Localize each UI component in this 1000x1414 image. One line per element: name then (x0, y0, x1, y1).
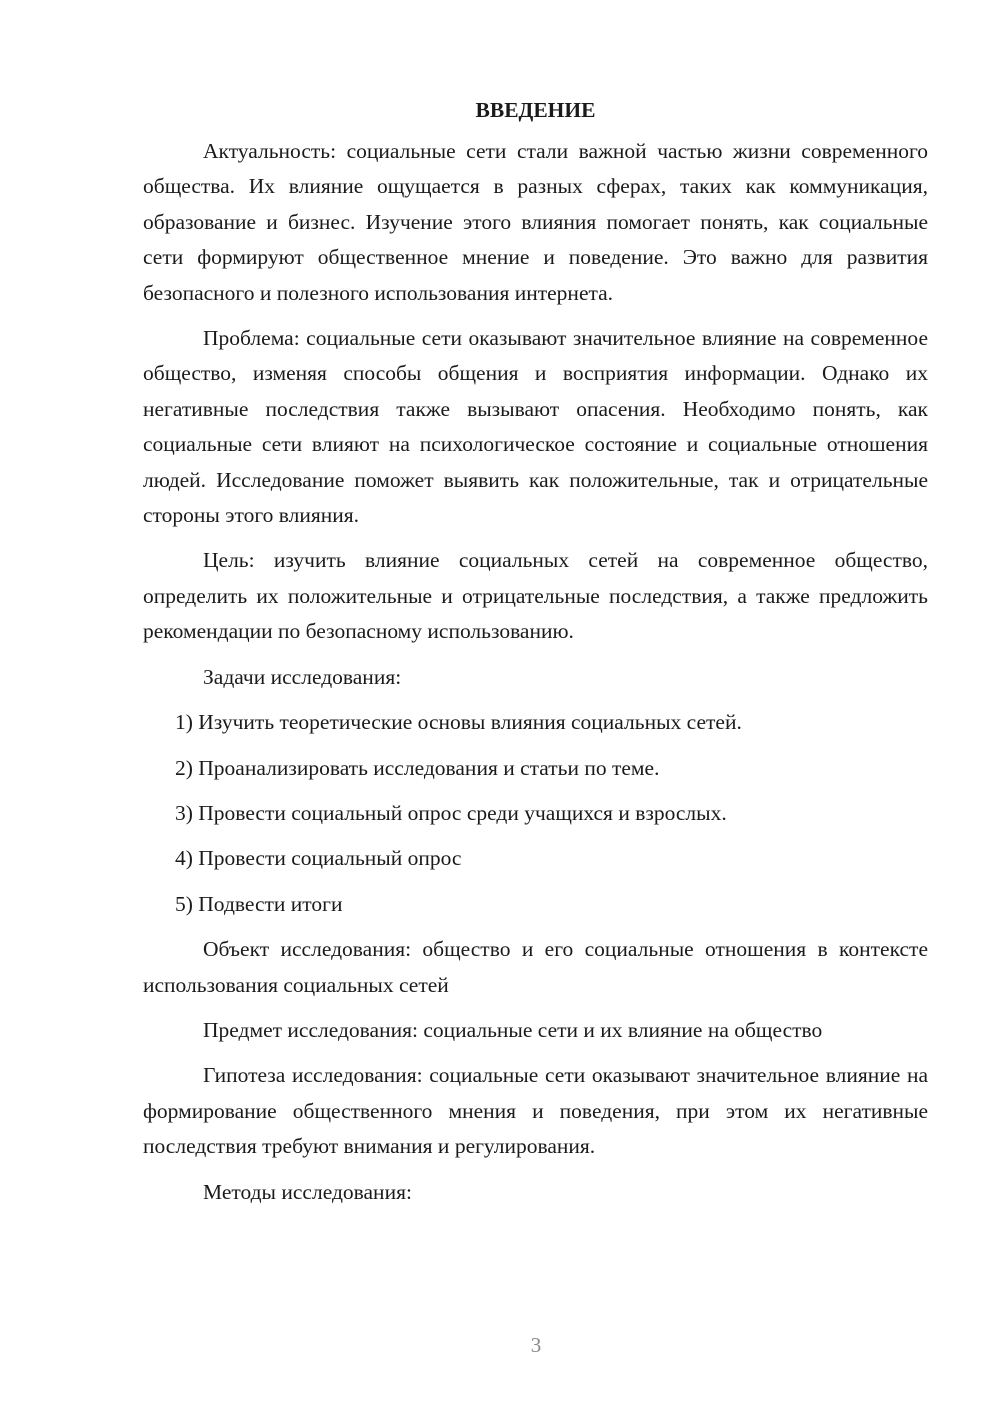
task-item: 4) Провести социальный опрос (175, 846, 462, 871)
task-item: 2) Проанализировать исследования и статьи по теме. (175, 755, 660, 780)
subject-paragraph: Предмет исследования: социальные сети и их влияние на общество (203, 1017, 823, 1042)
page-number: 3 (530, 1333, 542, 1357)
task-item: 5) Подвести итоги (175, 891, 343, 916)
document-page (143, 96, 928, 1220)
relevance-paragraph: Актуальность: социальные сети стали важной частью жизни современного общества. Их влияние ощущается в разных сферах, таких как коммуникация, образование и бизнес. Изучение этого влияния помогает понять, как социальные сети формируют общественное мнение и поведение. Это важно для развития безопасного и полезного использования интернета. (143, 139, 928, 305)
methods-paragraph: Методы исследования: (203, 1179, 412, 1204)
hypothesis-paragraph: Гипотеза исследования: социальные сети оказывают значительное влияние на формирование общественного мнения и поведения, при этом их негативные последствия требуют внимания и регулирования. (143, 1063, 928, 1159)
tasks-list (143, 705, 928, 922)
tasks-heading: Задачи исследования: (203, 664, 402, 689)
task-item: 1) Изучить теоретические основы влияния социальных сетей. (175, 710, 742, 735)
document-title: ВВЕДЕНИЕ (475, 98, 596, 122)
goal-paragraph: Цель: изучить влияние социальных сетей на современное общество, определить их положительные и отрицательные последствия, а также предложить рекомендации по безопасному использованию. (143, 548, 928, 644)
object-paragraph: Объект исследования: общество и его социальные отношения в контексте использования социальных сетей (143, 937, 928, 997)
task-item: 3) Провести социальный опрос среди учащихся и взрослых. (175, 800, 727, 825)
problem-paragraph: Проблема: социальные сети оказывают значительное влияние на современное общество, изменяя способы общения и восприятия информации. Однако их негативные последствия также вызывают опасения. Необходимо понять, как социальные сети влияют на психологическое состояние и социальные отношения людей. Исследование поможет выявить как положительные, так и отрицательные стороны этого влияния. (143, 326, 928, 528)
